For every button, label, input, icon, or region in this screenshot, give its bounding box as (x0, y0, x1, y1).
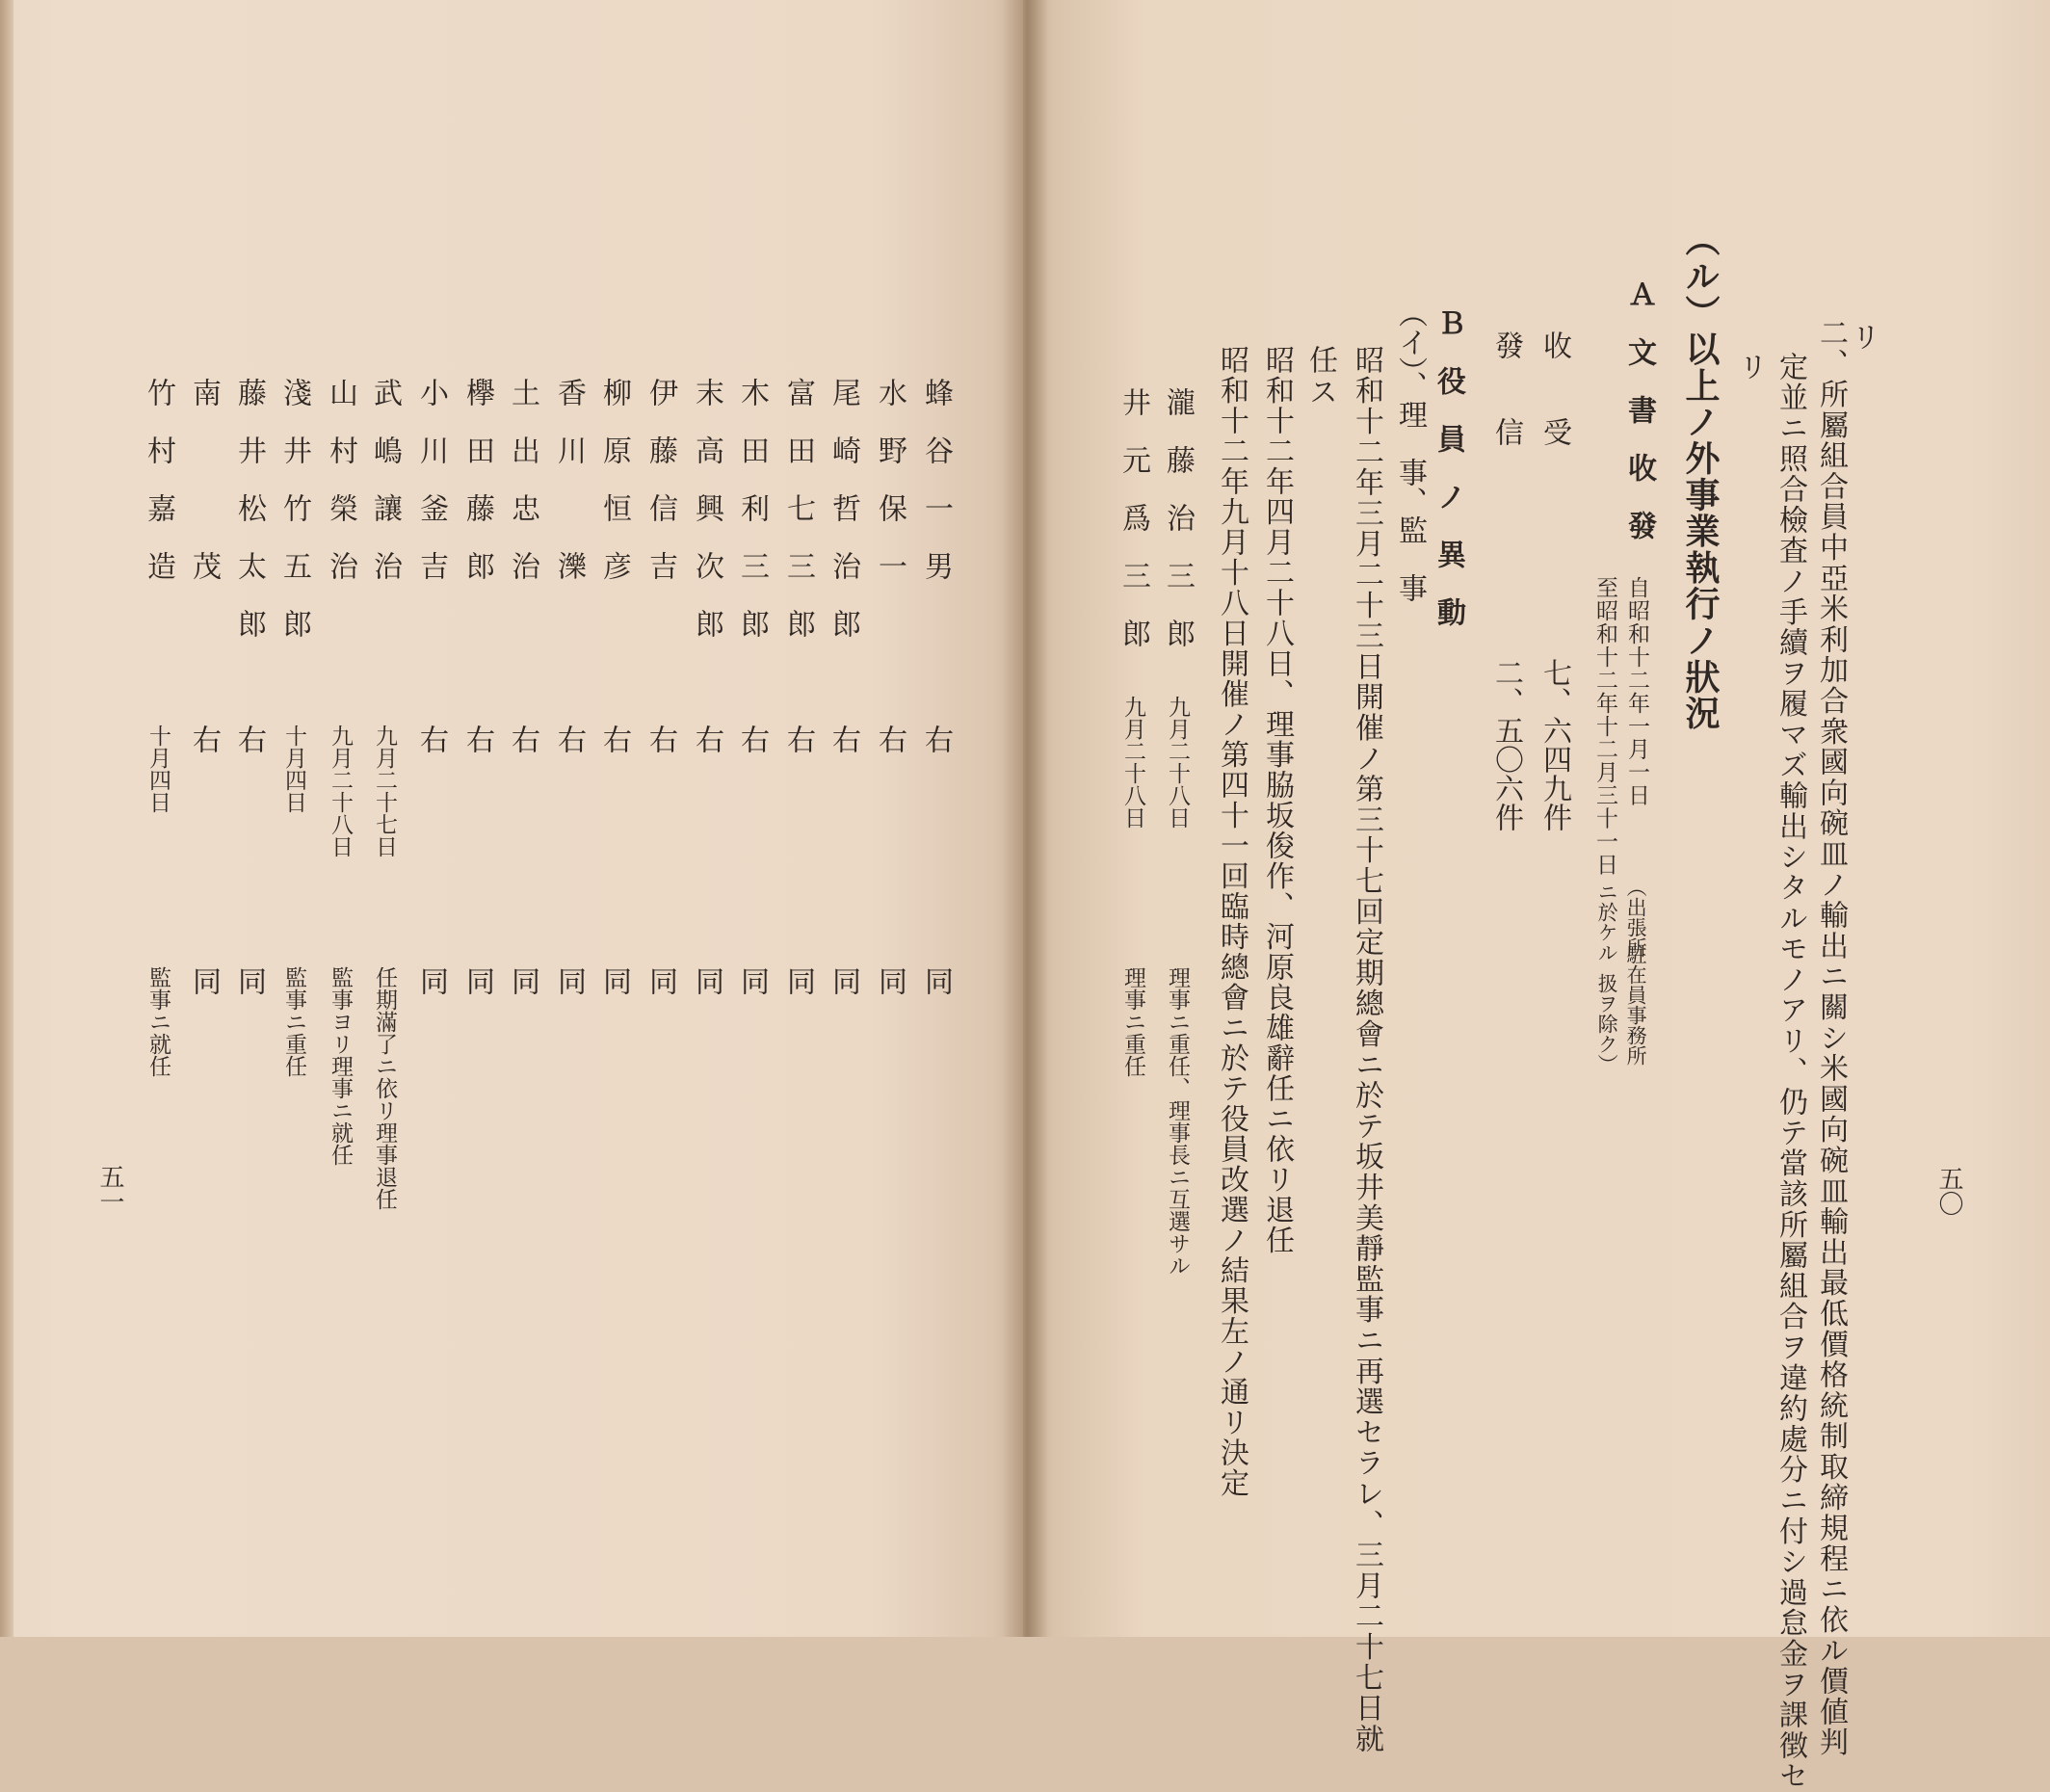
period-from: 自昭和十二年一月一日 (1624, 576, 1649, 807)
person-name: 柳 原 恒 彦 (597, 378, 631, 580)
period-to: 至昭和十二年十二月三十一日 (1592, 576, 1617, 876)
appointment-date: 右 (735, 725, 769, 753)
appointment-note: 同 (414, 966, 448, 995)
appointment-note: 理事ニ重任 (1120, 966, 1145, 1077)
appointment-note: 監事ニ就任 (145, 966, 171, 1077)
appointment-date: 九月二十八日 (328, 725, 353, 857)
subheading-b: Ｂ 役 員 ノ 異 動 (1432, 308, 1465, 626)
person-name: 欅 田 藤 郎 (460, 378, 494, 580)
item-2-line-1: 二、所屬組合員中亞米利加合衆國向碗皿ノ輸出ニ關シ米國向碗皿輸出最低價格統制取締規程ニ依ル價値判 (1814, 318, 1848, 1758)
subheading-a: Ａ 文 書 收 發 (1622, 279, 1656, 540)
appointment-note: 同 (690, 966, 723, 995)
sent-label: 發 信 (1489, 330, 1523, 446)
item-2-line-2: 定並ニ照合檢査ノ手續ヲ履マズ輸出シタルモノアリ、仍テ當該所屬組合ヲ違約處分ニ付シ過怠金ヲ課徴セ (1774, 352, 1807, 1792)
appointment-note: 同 (187, 966, 221, 995)
page-number: 五〇 (1934, 1166, 1963, 1216)
person-name: 竹 村 嘉 造 (142, 378, 175, 580)
appointment-date: 九月二十七日 (372, 725, 397, 857)
received-label: 收 受 (1538, 330, 1571, 446)
appointment-date: 右 (781, 725, 815, 753)
appointment-date: 右 (690, 725, 723, 753)
sent-value: 二、五〇六件 (1489, 658, 1523, 831)
person-name: 富 田 七 三 郎 (781, 378, 815, 638)
subheading-i: （イ）、理 事、監 事 (1393, 299, 1427, 602)
person-name: 淺 井 竹 五 郎 (277, 378, 311, 638)
appointment-date: 右 (873, 725, 907, 753)
page-number: 五一 (95, 1164, 124, 1214)
appointment-note: 同 (735, 966, 769, 995)
person-name: 木 田 利 三 郎 (735, 378, 769, 638)
person-name: 瀧 藤 治 三 郎 (1161, 387, 1195, 647)
person-name: 武 嶋 讓 治 (368, 378, 402, 580)
continued-line-end: リ (1846, 322, 1879, 354)
period-note-2b: 扱ヲ除ク） (1595, 973, 1619, 1074)
appointment-note: 同 (827, 966, 860, 995)
appointment-date: 右 (187, 725, 221, 753)
appointment-note: 同 (644, 966, 677, 995)
appointment-note: 理事ニ重任、理事長ニ互選サル (1165, 966, 1190, 1277)
person-name: 水 野 保 一 (873, 378, 907, 580)
item-2-line-3: リ (1733, 352, 1767, 383)
appointment-date: 十月四日 (281, 725, 306, 813)
person-name: 山 村 榮 治 (324, 378, 357, 580)
section-heading: （ル）以上ノ外事業執行ノ狀況 (1680, 222, 1721, 732)
book-edge (0, 0, 13, 1637)
paragraph-1-line-2: 任ス (1303, 345, 1337, 408)
appointment-note: 同 (781, 966, 815, 995)
appointment-date: 右 (597, 725, 631, 753)
appointment-date: 右 (460, 725, 494, 753)
left-page (0, 0, 1023, 1637)
appointment-note: 任期滿了ニ依リ理事退任 (372, 966, 397, 1210)
appointment-date: 九月二十八日 (1165, 696, 1190, 829)
person-name: 土 出 忠 治 (506, 378, 539, 580)
appointment-date: 右 (827, 725, 860, 753)
person-name: 香 川 濼 (552, 378, 586, 580)
paragraph-1-line-1: 昭和十二年三月二十三日開催ノ第三十七回定期總會ニ於テ坂井美靜監事ニ再選セラレ、三月二十七日就 (1350, 345, 1383, 1754)
appointment-date: 右 (552, 725, 586, 753)
person-name: 末 高 興 次 郎 (690, 378, 723, 638)
received-value: 七、六四九件 (1538, 658, 1571, 831)
appointment-date: 右 (644, 725, 677, 753)
paragraph-2: 昭和十二年四月二十八日、理事脇坂俊作、河原良雄辭任ニ依リ退任 (1260, 345, 1294, 1255)
appointment-note: 同 (232, 966, 266, 995)
appointment-date: 九月二十八日 (1120, 696, 1145, 829)
appointment-note: 同 (460, 966, 494, 995)
period-note-2: ニ於ケル (1595, 882, 1619, 962)
appointment-note: 同 (919, 966, 953, 995)
appointment-date: 右 (232, 725, 266, 753)
appointment-date: 右 (414, 725, 448, 753)
person-name: 井 元 爲 三 郎 (1117, 387, 1150, 647)
person-name: 小 川 釜 吉 (414, 378, 448, 580)
appointment-note: 同 (873, 966, 907, 995)
person-name: 伊 藤 信 吉 (644, 378, 677, 580)
appointment-date: 右 (919, 725, 953, 753)
book-gutter (1002, 0, 1048, 1637)
appointment-note: 同 (506, 966, 539, 995)
appointment-date: 右 (506, 725, 539, 753)
appointment-note: 監事ニ重任 (281, 966, 306, 1077)
person-name: 藤 井 松 太 郎 (232, 378, 266, 638)
person-name: 尾 崎 哲 治 郎 (827, 378, 860, 638)
appointment-note: 同 (552, 966, 586, 995)
paragraph-3: 昭和十二年九月十八日開催ノ第四十一回臨時總會ニ於テ役員改選ノ結果左ノ通リ決定 (1215, 345, 1248, 1498)
person-name: 南 茂 (187, 378, 221, 580)
appointment-note: 監事ヨリ理事ニ就任 (328, 966, 353, 1166)
appointment-date: 十月四日 (145, 725, 171, 813)
person-name: 蜂 谷 一 男 (919, 378, 953, 580)
period-note-1: （出張所 (1624, 877, 1648, 958)
appointment-note: 同 (597, 966, 631, 995)
period-note-1b: 駐在員事務所 (1624, 944, 1648, 1066)
